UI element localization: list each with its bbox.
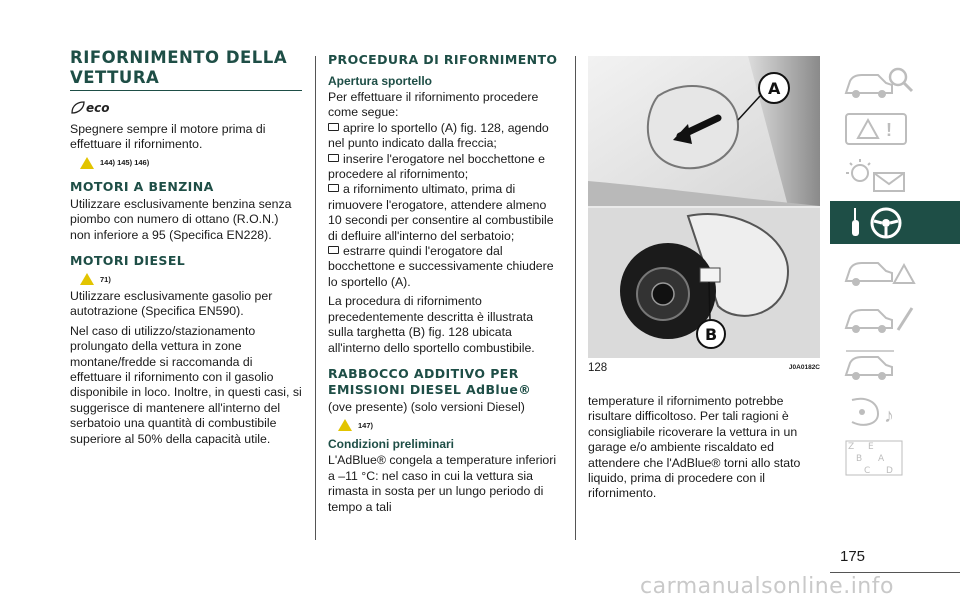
sun-mail-icon: [838, 157, 924, 195]
page-number: 175: [840, 548, 866, 565]
label-a: A: [768, 79, 781, 98]
benzina-text: Utilizzare esclusivamente benzina senza piombo con numero di ottano (R.O.N.) non inferiore a 95 (Specifica EN228).: [70, 196, 292, 242]
intro-text: Spegnere sempre il motore prima di effettuare il rifornimento.: [70, 122, 266, 152]
step-item: [328, 182, 560, 244]
warning-ref-3: [338, 419, 560, 431]
car-warning-icon: [838, 251, 924, 289]
car-search-icon: [838, 63, 924, 101]
label-b: B: [705, 325, 718, 344]
step-item: [328, 244, 560, 290]
warning-refs: 147): [358, 420, 374, 430]
warning-ref-1: [80, 157, 302, 169]
svg-text:A: A: [878, 453, 885, 464]
step-text: inserire l'erogatore nel bocchettone e procedere al rifornimento;: [328, 151, 545, 182]
adblue-title: RABBOCCO ADDITIVO PER EMISSIONI DIESEL AdBlue®: [328, 365, 532, 397]
step-text: estrarre quindi l'erogatore dal bocchettone e successivamente chiudere lo sportello (A).: [328, 244, 554, 289]
procedure-text: La procedura di rifornimento precedentemente descritta è illustrata sulla targhetta (B) fig. 128 ubicata all'interno dello sportello combustibile.: [328, 294, 535, 355]
column-divider: [315, 56, 316, 540]
bullet-key-icon: [328, 246, 339, 254]
warning-triangle-icon: [338, 419, 352, 431]
warning-refs: 71): [100, 274, 111, 284]
warning-triangle-icon: [80, 273, 94, 285]
adblue-note: (ove presente) (solo versioni Diesel): [328, 399, 525, 414]
column-2: [328, 48, 560, 519]
tab-multimedia[interactable]: [830, 389, 960, 432]
tab-maintenance[interactable]: [830, 295, 960, 338]
diesel-text-2: Nel caso di utilizzo/stazionamento prolungato della vettura in zone montane/fredde si raccomanda di effettuare il rifornimento con il gasolio disponibile in loco. Inoltre, in questi casi, si suggerisce di mantenere all'interno del serbatoio una quantità di combustibile superiore al 50% della capacità utile.: [70, 323, 302, 446]
tab-getting-to-know[interactable]: [830, 60, 960, 103]
tab-emergency[interactable]: [830, 248, 960, 291]
dashboard-warning-icon: [838, 110, 924, 148]
figure-number: 128: [588, 362, 608, 374]
chapter-sidebar: [830, 60, 960, 483]
steering-key-icon: [838, 204, 924, 242]
subheading-opening: Apertura sportello: [328, 74, 433, 88]
procedure-title: PROCEDURA DI RIFORNIMENTO: [328, 52, 558, 67]
svg-text:B: B: [856, 453, 863, 464]
step-item: [328, 152, 560, 183]
tab-dashboard[interactable]: [830, 107, 960, 150]
bullet-key-icon: [328, 123, 339, 131]
figure-fuel-door: [588, 56, 820, 358]
index-letters-icon: [838, 439, 924, 477]
column-3: [588, 394, 820, 506]
adblue-continued-text: temperature il rifornimento potrebbe risultare difficoltoso. Per tali ragioni è consigliabile ricoverare la vettura in un garage e/o ambiente riscaldato ed attendere che l'AdBlue® torni allo stato liquido, prima di procedere con il rifornimento.: [588, 394, 801, 501]
figure-code: J0A0182C: [788, 364, 820, 371]
tab-safety[interactable]: [830, 154, 960, 197]
section-title: RIFORNIMENTO DELLA VETTURA: [70, 48, 288, 87]
tab-index[interactable]: [830, 436, 960, 479]
svg-text:!: !: [886, 119, 892, 140]
fuel-door-illustration: [588, 56, 820, 358]
car-wrench-icon: [838, 298, 924, 336]
svg-text:eco: eco: [86, 101, 110, 115]
section-title-wrapper: [70, 48, 302, 91]
figure-caption: [588, 362, 820, 374]
music-phone-icon: [838, 392, 924, 430]
svg-text:♪: ♪: [884, 404, 894, 427]
page-number-rule: [830, 572, 960, 573]
tab-starting-driving[interactable]: [830, 201, 960, 244]
diesel-text-1: Utilizzare esclusivamente gasolio per autotrazione (Specifica EN590).: [70, 289, 273, 319]
car-specs-icon: [838, 345, 924, 383]
warning-refs: 144) 145) 146): [100, 158, 150, 168]
benzina-title: MOTORI A BENZINA: [70, 178, 214, 194]
bullet-key-icon: [328, 154, 339, 162]
svg-text:Z: Z: [848, 441, 855, 452]
warning-ref-2: [80, 273, 302, 285]
adblue-text: L'AdBlue® congela a temperature inferiori a –11 °C: nel caso in cui la vettura sia rimasta in sosta per un lungo periodo di tempo a tali: [328, 453, 557, 514]
step-text: aprire lo sportello (A) fig. 128, agendo nel punto indicato dalla freccia;: [328, 120, 549, 151]
eco-icon: [70, 99, 302, 118]
column-1: [70, 48, 302, 451]
diesel-title: MOTORI DIESEL: [70, 253, 186, 269]
subheading-conditions: Condizioni preliminari: [328, 437, 455, 452]
svg-text:D: D: [886, 465, 893, 476]
column-divider: [575, 56, 576, 540]
watermark: carmanualsonline.info: [640, 574, 894, 599]
warning-triangle-icon: [80, 157, 94, 169]
procedure-lead: Per effettuare il rifornimento procedere come segue:: [328, 90, 539, 120]
step-text: a rifornimento ultimato, prima di rimuovere l'erogatore, attendere almeno 10 secondi per consentire al combustibile di defluire all'interno del serbatoio;: [328, 182, 554, 243]
svg-text:E: E: [868, 441, 874, 452]
tab-technical-data[interactable]: [830, 342, 960, 385]
bullet-key-icon: [328, 184, 339, 192]
svg-text:C: C: [864, 465, 871, 476]
step-item: [328, 121, 560, 152]
